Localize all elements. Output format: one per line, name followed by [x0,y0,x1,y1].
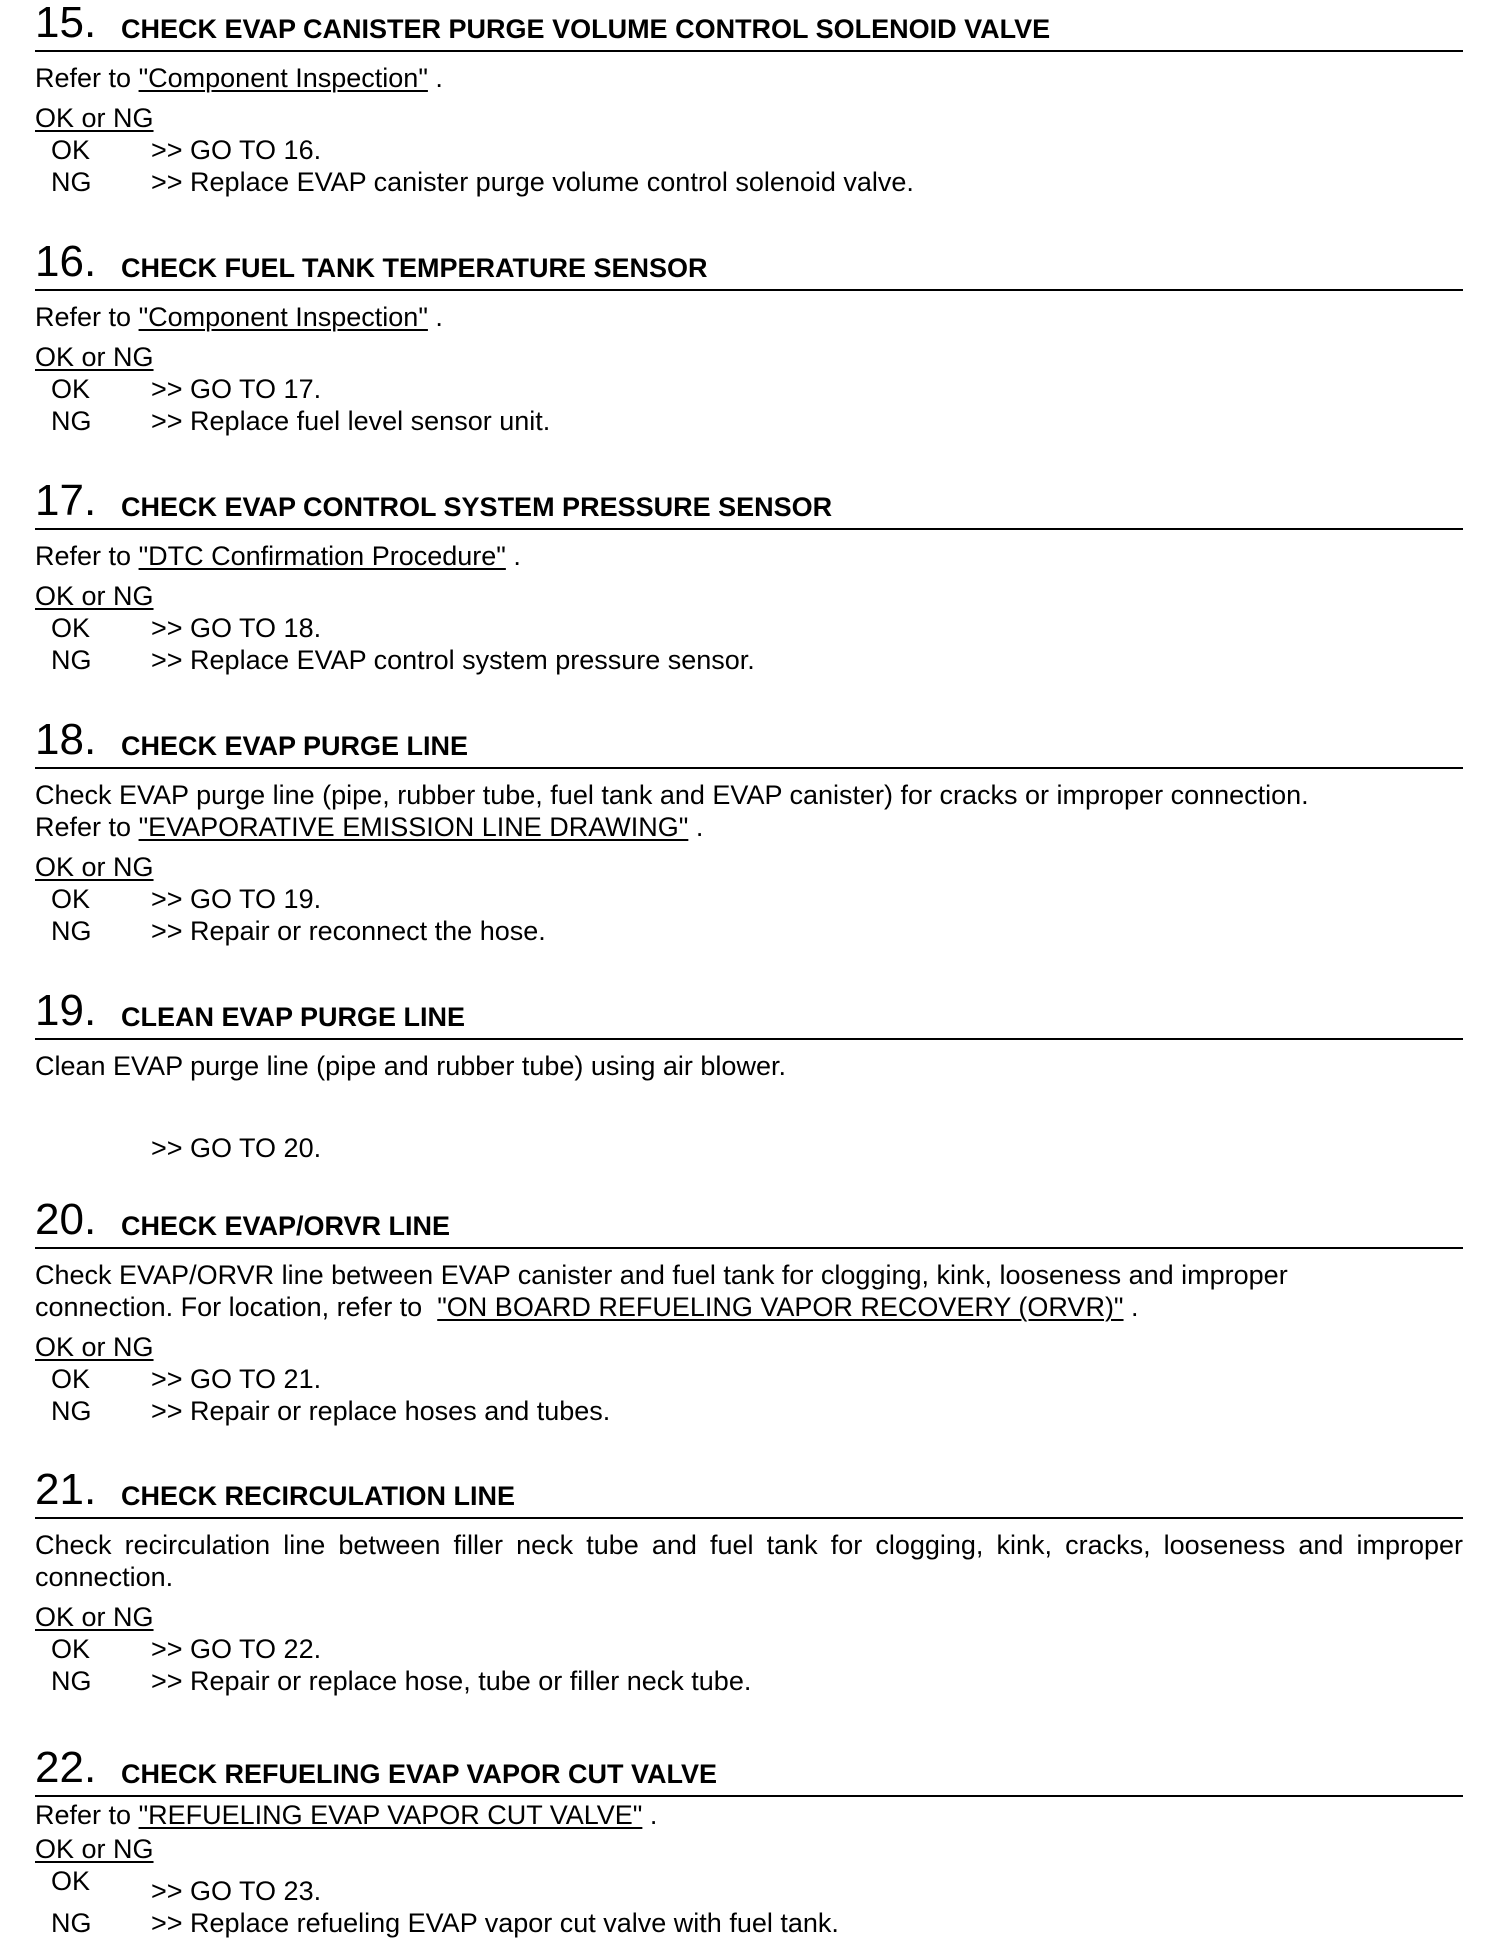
ok-result-row [35,134,1463,166]
instruction-text: Check EVAP purge line (pipe, rubber tube, fuel tank and EVAP canister) for cracks or improper connection. [35,780,1309,810]
ok-code: OK [51,1364,91,1394]
step-title: CHECK EVAP CONTROL SYSTEM PRESSURE SENSOR [121,492,833,522]
step-number: 21. [35,1465,97,1514]
ok-action: >> GO TO 17. [151,374,322,404]
ok-code: OK [51,1866,91,1896]
step-19 [35,988,1463,1164]
ng-result-row [35,1903,1463,1938]
ng-action: >> Replace refueling EVAP vapor cut valve with fuel tank. [151,1908,839,1938]
step-number: 15. [35,0,97,47]
ng-result-row [35,405,1463,437]
step-header [35,717,1463,769]
step-title: CHECK FUEL TANK TEMPERATURE SENSOR [121,253,708,283]
refer-line [35,301,1463,333]
ok-action: >> GO TO 21. [151,1364,322,1394]
ng-result-row [35,644,1463,676]
ok-or-ng-label: OK or NG [35,342,154,372]
step-header [35,1197,1463,1249]
ok-action: >> GO TO 23. [151,1876,322,1906]
step-number: 22. [35,1743,97,1792]
orvr-link[interactable]: "ON BOARD REFUELING VAPOR RECOVERY (ORVR)" [437,1292,1124,1322]
ng-action: >> Replace EVAP control system pressure sensor. [151,645,755,675]
step-15 [35,0,1463,198]
ok-action: >> GO TO 19. [151,884,322,914]
component-inspection-link[interactable]: "Component Inspection" [138,63,428,93]
period: . [435,63,443,93]
ng-code: NG [51,1396,92,1426]
period: . [649,1800,658,1830]
emission-line-drawing-link[interactable]: "EVAPORATIVE EMISSION LINE DRAWING" [138,812,689,842]
step-header [35,478,1463,530]
step-title: CHECK EVAP/ORVR LINE [121,1211,451,1241]
ok-or-ng-label: OK or NG [35,103,154,133]
ok-action: >> GO TO 16. [151,135,322,165]
refer-label: Refer to [35,63,132,93]
ng-result-row [35,166,1463,198]
period: . [435,302,443,332]
ok-or-ng-label: OK or NG [35,1332,154,1362]
refer-label: connection. For location, refer to [35,1292,423,1322]
ok-result-row [35,1866,1463,1906]
go-to-action: >> GO TO 20. [151,1133,322,1163]
step-header [35,0,1463,52]
ng-action: >> Replace EVAP canister purge volume control solenoid valve. [151,167,914,197]
ok-code: OK [51,884,91,914]
ok-code: OK [51,1634,91,1664]
period: . [1131,1292,1139,1322]
refer-line [35,62,1463,94]
step-number: 19. [35,986,97,1035]
step-number: 20. [35,1195,97,1244]
ng-code: NG [51,167,92,197]
ok-code: OK [51,613,91,643]
ok-result-row [35,883,1463,915]
step-header [35,1745,1463,1797]
ok-result-row [35,373,1463,405]
ng-action: >> Repair or replace hose, tube or filler neck tube. [151,1666,752,1696]
ng-code: NG [51,645,92,675]
step-header [35,988,1463,1040]
ng-action: >> Repair or replace hoses and tubes. [151,1396,611,1426]
instruction-text: Check recirculation line between filler neck tube and fuel tank for clogging, kink, cracks, looseness and improper connection. [35,1530,1463,1592]
period: . [695,812,704,842]
refer-line [35,811,1463,843]
ng-action: >> Replace fuel level sensor unit. [151,406,551,436]
ng-result-row [35,1665,1463,1697]
step-title: CHECK EVAP CANISTER PURGE VOLUME CONTROL SOLENOID VALVE [121,14,1051,44]
ng-code: NG [51,1666,92,1696]
vapor-cut-valve-link[interactable]: "REFUELING EVAP VAPOR CUT VALVE" [138,1800,643,1830]
step-title: CLEAN EVAP PURGE LINE [121,1002,466,1032]
ok-result-row [35,1633,1463,1665]
step-20 [35,1197,1463,1427]
refer-label: Refer to [35,302,132,332]
step-22 [35,1743,1463,1938]
ng-action: >> Repair or reconnect the hose. [151,916,546,946]
ng-code: NG [51,916,92,946]
ok-or-ng-label: OK or NG [35,1834,154,1864]
step-title: CHECK RECIRCULATION LINE [121,1481,515,1511]
dtc-confirmation-link[interactable]: "DTC Confirmation Procedure" [138,541,506,571]
ng-code: NG [51,1908,92,1938]
component-inspection-link[interactable]: "Component Inspection" [138,302,428,332]
step-title: CHECK EVAP PURGE LINE [121,731,469,761]
step-18 [35,717,1463,947]
ok-code: OK [51,135,91,165]
action-row [35,1132,1463,1164]
step-16 [35,239,1463,437]
step-number: 16. [35,237,97,286]
ng-code: NG [51,406,92,436]
step-title: CHECK REFUELING EVAP VAPOR CUT VALVE [121,1759,718,1789]
step-header [35,239,1463,291]
ok-code: OK [51,374,91,404]
refer-line [35,1291,1463,1323]
ok-or-ng-label: OK or NG [35,852,154,882]
refer-line [35,540,1463,572]
period: . [513,541,521,571]
ng-result-row [35,915,1463,947]
instruction-text: Check EVAP/ORVR line between EVAP canister and fuel tank for clogging, kink, looseness and improper [35,1260,1288,1290]
ok-result-row [35,1363,1463,1395]
step-header [35,1467,1463,1519]
ok-action: >> GO TO 18. [151,613,322,643]
refer-label: Refer to [35,541,132,571]
instruction-text: Clean EVAP purge line (pipe and rubber tube) using air blower. [35,1051,786,1081]
step-17 [35,478,1463,676]
step-21 [35,1467,1463,1697]
step-number: 18. [35,715,97,764]
refer-label: Refer to [35,812,132,842]
ng-result-row [35,1395,1463,1427]
ok-result-row [35,612,1463,644]
refer-line [35,1799,1463,1831]
refer-label: Refer to [35,1800,132,1830]
step-number: 17. [35,476,97,525]
ok-or-ng-label: OK or NG [35,1602,154,1632]
ok-or-ng-label: OK or NG [35,581,154,611]
ok-action: >> GO TO 22. [151,1634,322,1664]
